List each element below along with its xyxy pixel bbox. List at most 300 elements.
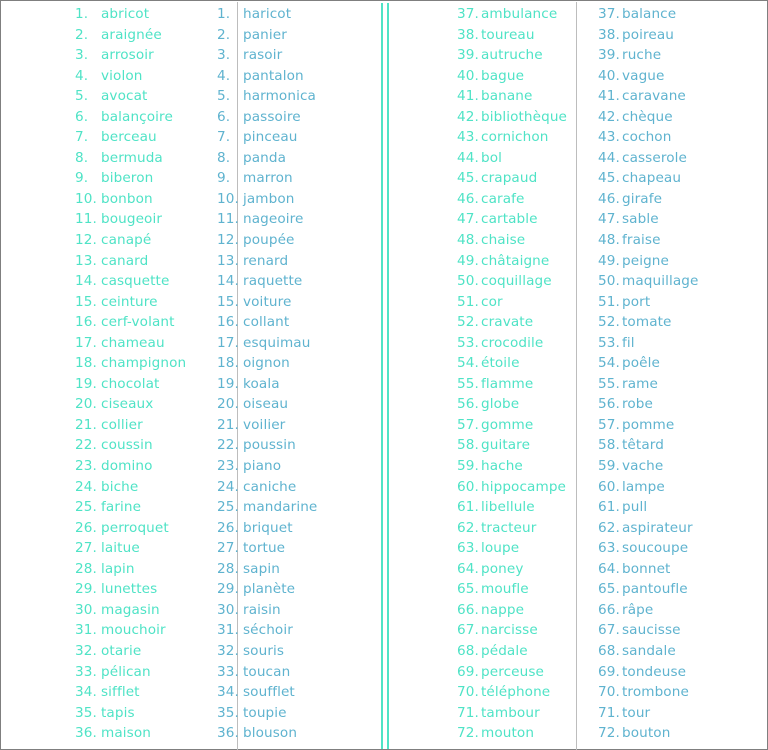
item-number: 49. [457, 252, 479, 269]
item-number: 12. [217, 232, 239, 249]
item-word: blouson [243, 725, 298, 742]
item-number: 70. [598, 684, 620, 701]
list-item [457, 415, 567, 436]
item-word: vague [622, 67, 665, 84]
item-number: 39. [598, 47, 620, 64]
list-item [217, 271, 317, 292]
item-number: 38. [457, 26, 479, 43]
item-number: 69. [598, 663, 620, 680]
item-word: piano [243, 458, 282, 475]
list-item [598, 86, 698, 107]
item-number: 6. [75, 108, 89, 125]
item-number: 29. [217, 581, 239, 598]
list-item [217, 374, 317, 395]
item-number: 38. [598, 26, 620, 43]
item-word: maison [101, 725, 151, 742]
item-number: 58. [457, 437, 479, 454]
item-word: coquillage [481, 273, 552, 290]
item-number: 35. [75, 704, 97, 721]
item-word: nappe [481, 601, 525, 618]
item-number: 65. [457, 581, 479, 598]
item-number: 18. [217, 355, 239, 372]
item-word: autruche [481, 47, 543, 64]
item-word: chapeau [622, 170, 682, 187]
item-number: 30. [217, 601, 239, 618]
item-word: sapin [243, 560, 280, 577]
list-item [217, 620, 317, 641]
list-item [598, 723, 698, 744]
list-item [598, 66, 698, 87]
item-number: 16. [217, 314, 239, 331]
list-item [217, 333, 317, 354]
item-word: libellule [481, 499, 535, 516]
list-item [75, 415, 186, 436]
item-word: ruche [622, 47, 662, 64]
item-number: 49. [598, 252, 620, 269]
item-word: renard [243, 252, 289, 269]
item-word: mouton [481, 725, 535, 742]
item-word: farine [101, 499, 142, 516]
list-item [217, 600, 317, 621]
item-word: caravane [622, 88, 686, 105]
item-word: mouchoir [101, 622, 166, 639]
item-number: 64. [457, 560, 479, 577]
list-item [598, 456, 698, 477]
item-word: ambulance [481, 6, 558, 22]
list-item [598, 374, 698, 395]
list-item [598, 579, 698, 600]
item-number: 51. [457, 293, 479, 310]
item-number: 36. [217, 725, 239, 742]
item-word: bouton [622, 725, 671, 742]
item-number: 42. [598, 108, 620, 125]
item-word: esquimau [243, 334, 311, 351]
item-number: 6. [217, 108, 231, 125]
list-item [217, 148, 317, 169]
item-number: 10. [75, 190, 97, 207]
item-word: haricot [243, 6, 292, 22]
item-word: bonnet [622, 560, 671, 577]
item-number: 67. [598, 622, 620, 639]
item-number: 25. [75, 499, 97, 516]
item-word: aspirateur [622, 519, 693, 536]
item-number: 15. [217, 293, 239, 310]
item-word: pantalon [243, 67, 304, 84]
list-item [75, 271, 186, 292]
item-number: 11. [75, 211, 97, 228]
item-word: planète [243, 581, 296, 598]
item-word: cochon [622, 129, 672, 146]
item-word: biche [101, 478, 139, 495]
list-item [217, 641, 317, 662]
item-number: 64. [598, 560, 620, 577]
item-word: poney [481, 560, 524, 577]
list-item [217, 477, 317, 498]
item-number: 33. [217, 663, 239, 680]
item-word: passoire [243, 108, 301, 125]
list-item [217, 4, 317, 25]
list-item [217, 456, 317, 477]
list-item [217, 353, 317, 374]
item-number: 50. [598, 273, 620, 290]
item-number: 7. [75, 129, 89, 146]
list-item [457, 394, 567, 415]
item-number: 28. [217, 560, 239, 577]
item-number: 11. [217, 211, 239, 228]
list-item [217, 559, 317, 580]
list-item [598, 230, 698, 251]
item-word: coussin [101, 437, 153, 454]
item-number: 28. [75, 560, 97, 577]
list-item [75, 86, 186, 107]
item-number: 62. [598, 519, 620, 536]
item-word: chèque [622, 108, 673, 125]
item-word: soufflet [243, 684, 295, 701]
item-word: crapaud [481, 170, 538, 187]
list-item [457, 209, 567, 230]
item-word: lampe [622, 478, 665, 495]
item-number: 20. [75, 396, 97, 413]
item-word: fil [622, 334, 635, 351]
item-word: biberon [101, 170, 154, 187]
list-item [598, 127, 698, 148]
list-item [75, 209, 186, 230]
item-number: 33. [75, 663, 97, 680]
item-word: perceuse [481, 663, 544, 680]
item-number: 70. [457, 684, 479, 701]
item-word: cor [481, 293, 503, 310]
item-number: 19. [75, 375, 97, 392]
item-word: têtard [622, 437, 664, 454]
item-word: canard [101, 252, 149, 269]
list-item [457, 703, 567, 724]
list-item [598, 292, 698, 313]
list-item [75, 723, 186, 744]
item-word: cravate [481, 314, 534, 331]
item-word: maquillage [622, 273, 699, 290]
item-word: voiture [243, 293, 292, 310]
item-word: tracteur [481, 519, 537, 536]
list-item [217, 662, 317, 683]
item-number: 47. [457, 211, 479, 228]
list-item [217, 415, 317, 436]
item-number: 55. [457, 375, 479, 392]
list-item [598, 620, 698, 641]
list-item [457, 374, 567, 395]
item-word: pantoufle [622, 581, 688, 598]
item-word: harmonica [243, 88, 316, 105]
item-number: 35. [217, 704, 239, 721]
list-item [217, 723, 317, 744]
item-number: 25. [217, 499, 239, 516]
item-number: 71. [457, 704, 479, 721]
item-word: bougeoir [101, 211, 163, 228]
item-number: 68. [457, 642, 479, 659]
item-number: 22. [75, 437, 97, 454]
item-word: raquette [243, 273, 303, 290]
item-number: 40. [457, 67, 479, 84]
list-item [598, 477, 698, 498]
item-number: 32. [75, 642, 97, 659]
list-item [217, 66, 317, 87]
list-item [217, 25, 317, 46]
item-word: otarie [101, 642, 142, 659]
item-number: 63. [598, 540, 620, 557]
list-item [457, 662, 567, 683]
item-word: raisin [243, 601, 281, 618]
item-word: pomme [622, 416, 675, 433]
item-word: poireau [622, 26, 675, 43]
list-item [457, 312, 567, 333]
list-item [457, 600, 567, 621]
item-number: 1. [217, 6, 231, 22]
item-word: laitue [101, 540, 140, 557]
item-word: araignée [101, 26, 162, 43]
item-number: 12. [75, 232, 97, 249]
item-word: séchoir [243, 622, 293, 639]
item-number: 26. [75, 519, 97, 536]
item-number: 27. [217, 540, 239, 557]
item-number: 57. [598, 416, 620, 433]
item-word: peigne [622, 252, 669, 269]
list-item [75, 292, 186, 313]
item-number: 48. [598, 232, 620, 249]
item-word: tondeuse [622, 663, 687, 680]
list-item [457, 148, 567, 169]
list-item [75, 662, 186, 683]
item-word: globe [481, 396, 520, 413]
list-item [457, 579, 567, 600]
item-number: 13. [217, 252, 239, 269]
list-item [457, 435, 567, 456]
list-item [457, 292, 567, 313]
item-word: balançoire [101, 108, 173, 125]
list-item [75, 148, 186, 169]
item-number: 22. [217, 437, 239, 454]
list-item [217, 45, 317, 66]
item-word: canapé [101, 232, 152, 249]
item-word: abricot [101, 6, 150, 22]
list-item [457, 45, 567, 66]
item-word: avocat [101, 88, 148, 105]
list-item [75, 333, 186, 354]
item-number: 36. [75, 725, 97, 742]
list-item [75, 4, 186, 25]
list-item [457, 168, 567, 189]
list-item [75, 45, 186, 66]
list-item [598, 107, 698, 128]
list-item [217, 682, 317, 703]
item-number: 44. [598, 149, 620, 166]
item-word: pull [622, 499, 648, 516]
item-number: 50. [457, 273, 479, 290]
item-number: 69. [457, 663, 479, 680]
list-item [598, 333, 698, 354]
list-item [75, 641, 186, 662]
item-number: 26. [217, 519, 239, 536]
item-number: 27. [75, 540, 97, 557]
list-item [457, 497, 567, 518]
list-item [75, 435, 186, 456]
column-2 [217, 4, 317, 744]
item-number: 52. [598, 314, 620, 331]
list-item [217, 497, 317, 518]
list-item [217, 209, 317, 230]
item-word: gomme [481, 416, 534, 433]
item-number: 2. [217, 26, 231, 43]
item-word: rame [622, 375, 658, 392]
item-word: chocolat [101, 375, 160, 392]
list-item [217, 435, 317, 456]
item-number: 51. [598, 293, 620, 310]
item-word: cartable [481, 211, 538, 228]
item-number: 29. [75, 581, 97, 598]
item-number: 21. [217, 416, 239, 433]
item-word: bague [481, 67, 525, 84]
list-item [75, 579, 186, 600]
item-word: tomate [622, 314, 672, 331]
list-item [75, 127, 186, 148]
item-word: caniche [243, 478, 297, 495]
item-word: téléphone [481, 684, 551, 701]
column-3 [457, 4, 567, 744]
item-number: 24. [75, 478, 97, 495]
item-word: poêle [622, 355, 660, 372]
item-word: panier [243, 26, 287, 43]
item-word: port [622, 293, 651, 310]
list-item [598, 394, 698, 415]
item-number: 31. [217, 622, 239, 639]
item-number: 60. [598, 478, 620, 495]
list-item [217, 292, 317, 313]
column-4 [598, 4, 698, 744]
item-number: 13. [75, 252, 97, 269]
item-number: 72. [598, 725, 620, 742]
item-word: champignon [101, 355, 187, 372]
column-1 [75, 4, 186, 744]
list-item [457, 620, 567, 641]
list-item [75, 374, 186, 395]
item-number: 14. [75, 273, 97, 290]
list-item [457, 66, 567, 87]
list-item [457, 559, 567, 580]
item-number: 46. [457, 190, 479, 207]
item-number: 37. [598, 6, 620, 22]
list-item [598, 703, 698, 724]
item-number: 43. [457, 129, 479, 146]
item-word: collant [243, 314, 290, 331]
item-number: 59. [457, 458, 479, 475]
item-number: 8. [217, 149, 231, 166]
list-item [75, 189, 186, 210]
list-item [457, 477, 567, 498]
item-number: 10. [217, 190, 239, 207]
list-item [75, 682, 186, 703]
item-number: 53. [598, 334, 620, 351]
item-number: 3. [217, 47, 231, 64]
item-number: 7. [217, 129, 231, 146]
list-item [457, 86, 567, 107]
item-number: 9. [75, 170, 89, 187]
item-number: 56. [598, 396, 620, 413]
item-number: 66. [598, 601, 620, 618]
item-number: 46. [598, 190, 620, 207]
list-item [217, 168, 317, 189]
item-number: 30. [75, 601, 97, 618]
item-word: vache [622, 458, 664, 475]
item-word: girafe [622, 190, 663, 207]
item-word: cerf-volant [101, 314, 175, 331]
item-word: perroquet [101, 519, 169, 536]
item-number: 45. [598, 170, 620, 187]
center-double-rule-left [381, 3, 383, 749]
list-item [598, 312, 698, 333]
item-number: 4. [217, 67, 231, 84]
list-item [598, 25, 698, 46]
item-word: étoile [481, 355, 520, 372]
item-number: 40. [598, 67, 620, 84]
list-item [598, 271, 698, 292]
item-word: jambon [243, 190, 295, 207]
item-word: nageoire [243, 211, 304, 228]
list-item [217, 107, 317, 128]
item-number: 44. [457, 149, 479, 166]
item-word: panda [243, 149, 287, 166]
item-word: banane [481, 88, 533, 105]
list-item [598, 251, 698, 272]
item-word: voilier [243, 416, 286, 433]
item-number: 23. [217, 458, 239, 475]
item-word: châtaigne [481, 252, 550, 269]
list-item [457, 723, 567, 744]
list-item [598, 189, 698, 210]
list-item [75, 518, 186, 539]
item-word: sandale [622, 642, 676, 659]
list-item [598, 435, 698, 456]
item-word: casserole [622, 149, 687, 166]
item-number: 4. [75, 67, 89, 84]
item-number: 23. [75, 458, 97, 475]
item-number: 14. [217, 273, 239, 290]
list-item [457, 333, 567, 354]
item-word: ciseaux [101, 396, 154, 413]
item-word: pinceau [243, 129, 298, 146]
list-item [598, 4, 698, 25]
item-word: rasoir [243, 47, 283, 64]
list-item [217, 251, 317, 272]
list-item [598, 559, 698, 580]
item-number: 68. [598, 642, 620, 659]
item-number: 18. [75, 355, 97, 372]
item-word: trombone [622, 684, 689, 701]
list-item [217, 189, 317, 210]
item-word: saucisse [622, 622, 681, 639]
item-number: 41. [457, 88, 479, 105]
list-item [457, 456, 567, 477]
item-number: 5. [75, 88, 89, 105]
item-number: 61. [457, 499, 479, 516]
item-word: bol [481, 149, 503, 166]
item-word: sable [622, 211, 659, 228]
list-item [598, 641, 698, 662]
item-word: moufle [481, 581, 529, 598]
item-word: carafe [481, 190, 525, 207]
item-word: balance [622, 6, 677, 22]
list-item [75, 394, 186, 415]
list-item [75, 497, 186, 518]
item-word: oiseau [243, 396, 289, 413]
list-item [457, 4, 567, 25]
